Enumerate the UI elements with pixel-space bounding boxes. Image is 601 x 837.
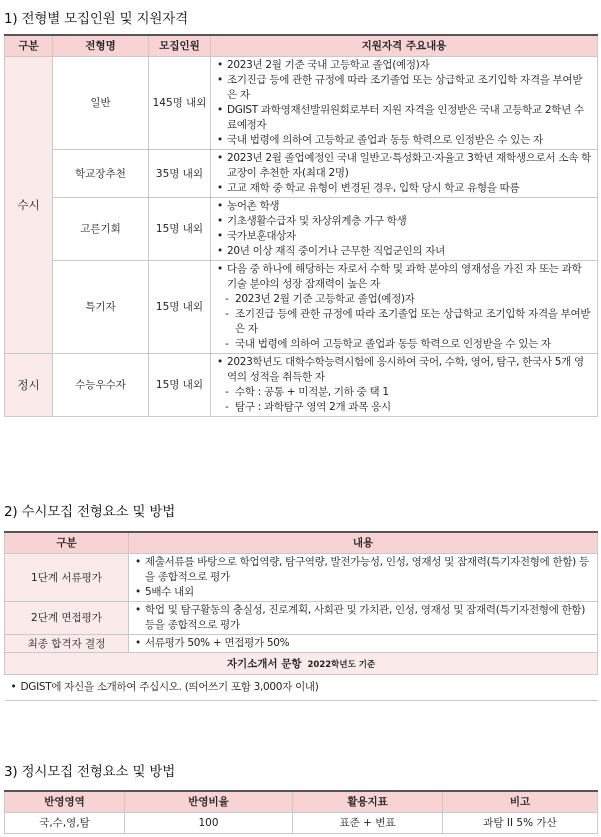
bullet-list: [211, 57, 597, 149]
list-item: • 5배수 내외: [135, 585, 591, 600]
bullet-list: [129, 602, 597, 634]
table-row: [5, 634, 598, 652]
list-item: - 탐구 : 과학탐구 영역 2개 과목 응시: [217, 400, 591, 415]
list-item: - 조기진급 등에 관한 규정에 따라 조기졸업 또는 상급학교 조기입학 자격을 부여받은 자: [217, 307, 591, 337]
bullet-list: [5, 679, 598, 696]
table-row: [5, 353, 598, 416]
stage-cell: 2단계 면접평가: [5, 601, 129, 634]
essay-question: • DGIST에 자신을 소개하여 주십시오. (띄어쓰기 포함 3,000자 이내): [11, 680, 592, 695]
content-cell: [129, 553, 598, 601]
section3-title: 3) 정시모집 전형요소 및 방법: [4, 764, 176, 780]
area-cell: 국,수,영,탐: [5, 812, 125, 833]
count-cell: 15명 내외: [149, 353, 211, 416]
list-item: • 학업 및 탐구활동의 충실성, 진로계획, 사회관 및 가치관, 인성, 영재성 및 잠재력(특기자전형에 한함) 등을 종합적으로 평가: [135, 603, 591, 633]
list-item: • 서류평가 50% + 면접평가 50%: [135, 636, 591, 651]
list-item: • 2023학년도 대학수학능력시험에 응시하여 국어, 수학, 영어, 탐구, 한국사 5개 영역의 성적을 취득한 자: [217, 355, 591, 385]
table-row: [5, 56, 598, 149]
list-item: - 수학 : 공통 + 미적분, 기하 중 택 1: [217, 385, 591, 400]
table-row: [5, 197, 598, 260]
index-cell: 표준 + 변표: [293, 812, 443, 833]
list-item: - 국내 법령에 의하여 고등학교 졸업과 동등 학력으로 인정받을 수 있는 자: [217, 337, 591, 352]
header-area: 반영영역: [5, 791, 125, 812]
type-cell: 특기자: [53, 260, 149, 353]
section1-title: 1) 전형별 모집인원 및 지원자격: [4, 11, 188, 27]
table-row: [5, 601, 598, 634]
category-cell: 수시: [5, 56, 53, 353]
qualification-cell: [211, 260, 598, 353]
table-row: [5, 149, 598, 197]
header-content: 내용: [129, 532, 598, 553]
list-item: • 기초생활수급자 및 차상위계층 가구 학생: [217, 214, 591, 229]
section2-title: 2) 수시모집 전형요소 및 방법: [4, 504, 176, 520]
content-cell: [129, 601, 598, 634]
content-cell: [129, 634, 598, 652]
qualification-cell: [211, 56, 598, 149]
category-cell: 정시: [5, 353, 53, 416]
header-category: 구분: [5, 532, 129, 553]
essay-row: [5, 674, 598, 700]
list-item: • 농어촌 학생: [217, 199, 591, 214]
header-category: 구분: [5, 35, 53, 56]
essay-header-label: 자기소개서 문항: [226, 657, 302, 670]
header-note: 비고: [443, 791, 598, 812]
header-index: 활용지표: [293, 791, 443, 812]
list-item: • 국가보훈대상자: [217, 229, 591, 244]
essay-question-cell: [5, 674, 598, 700]
stage-cell: 1단계 서류평가: [5, 553, 129, 601]
bullet-list: [129, 635, 597, 652]
bullet-list: [211, 261, 597, 353]
list-item: • DGIST 과학영재선발위원회로부터 지원 자격을 인정받은 국내 고등학교 2학년 수료예정자: [217, 103, 591, 133]
type-cell: 학교장추천: [53, 149, 149, 197]
type-cell: 일반: [53, 56, 149, 149]
list-item: • 20년 이상 재직 중이거나 근무한 직업군인의 자녀: [217, 244, 591, 259]
count-cell: 15명 내외: [149, 197, 211, 260]
list-item: • 2023년 2월 졸업예정인 국내 일반고·특성화고·자율고 3학년 재학생으로서 소속 학교장이 추천한 자(최대 2명): [217, 151, 591, 181]
header-qualification: 지원자격 주요내용: [211, 35, 598, 56]
early-admission-method-table: [4, 531, 598, 701]
count-cell: 145명 내외: [149, 56, 211, 149]
list-item: • 다음 중 하나에 해당하는 자로서 수학 및 과학 분야의 영재성을 가진 자 또는 과학기술 분야의 성장 잠재력이 높은 자: [217, 262, 591, 292]
essay-header: [5, 652, 598, 674]
stage-cell: 최종 합격자 결정: [5, 634, 129, 652]
table-row: [5, 553, 598, 601]
header-type: 전형명: [53, 35, 149, 56]
essay-header-row: [5, 652, 598, 674]
header-count: 모집인원: [149, 35, 211, 56]
note-cell: 과탐 II 5% 가산: [443, 812, 598, 833]
essay-year: 2022학년도 기준: [307, 659, 376, 670]
type-cell: 수능우수자: [53, 353, 149, 416]
recruitment-table: [4, 34, 598, 417]
ratio-cell: 100: [125, 812, 293, 833]
count-cell: 15명 내외: [149, 260, 211, 353]
list-item: • 국내 법령에 의하여 고등학교 졸업과 동등 학력으로 인정받은 수 있는 자: [217, 133, 591, 148]
bullet-list: [129, 554, 597, 601]
bullet-list: [211, 198, 597, 260]
qualification-cell: [211, 197, 598, 260]
list-item: • 제출서류를 바탕으로 학업역량, 탐구역량, 발전가능성, 인성, 영재성 및 잠재력(특기자전형에 한함) 등을 종합적으로 평가: [135, 555, 591, 585]
qualification-cell: [211, 353, 598, 416]
bullet-list: [211, 354, 597, 416]
list-item: • 2023년 2월 기준 국내 고등학교 졸업(예정)자: [217, 58, 591, 73]
count-cell: 35명 내외: [149, 149, 211, 197]
table-row: [5, 260, 598, 353]
header-ratio: 반영비율: [125, 791, 293, 812]
list-item: • 고교 재학 중 학교 유형이 변경된 경우, 입학 당시 학교 유형을 따름: [217, 181, 591, 196]
bullet-list: [211, 150, 597, 197]
list-item: - 2023년 2월 기준 고등학교 졸업(예정)자: [217, 292, 591, 307]
type-cell: 고른기회: [53, 197, 149, 260]
list-item: • 조기진급 등에 관한 규정에 따라 조기졸업 또는 상급학교 조기입학 자격을 부여받은 자: [217, 73, 591, 103]
table-row: [5, 812, 598, 833]
qualification-cell: [211, 149, 598, 197]
regular-admission-method-table: [4, 790, 598, 834]
